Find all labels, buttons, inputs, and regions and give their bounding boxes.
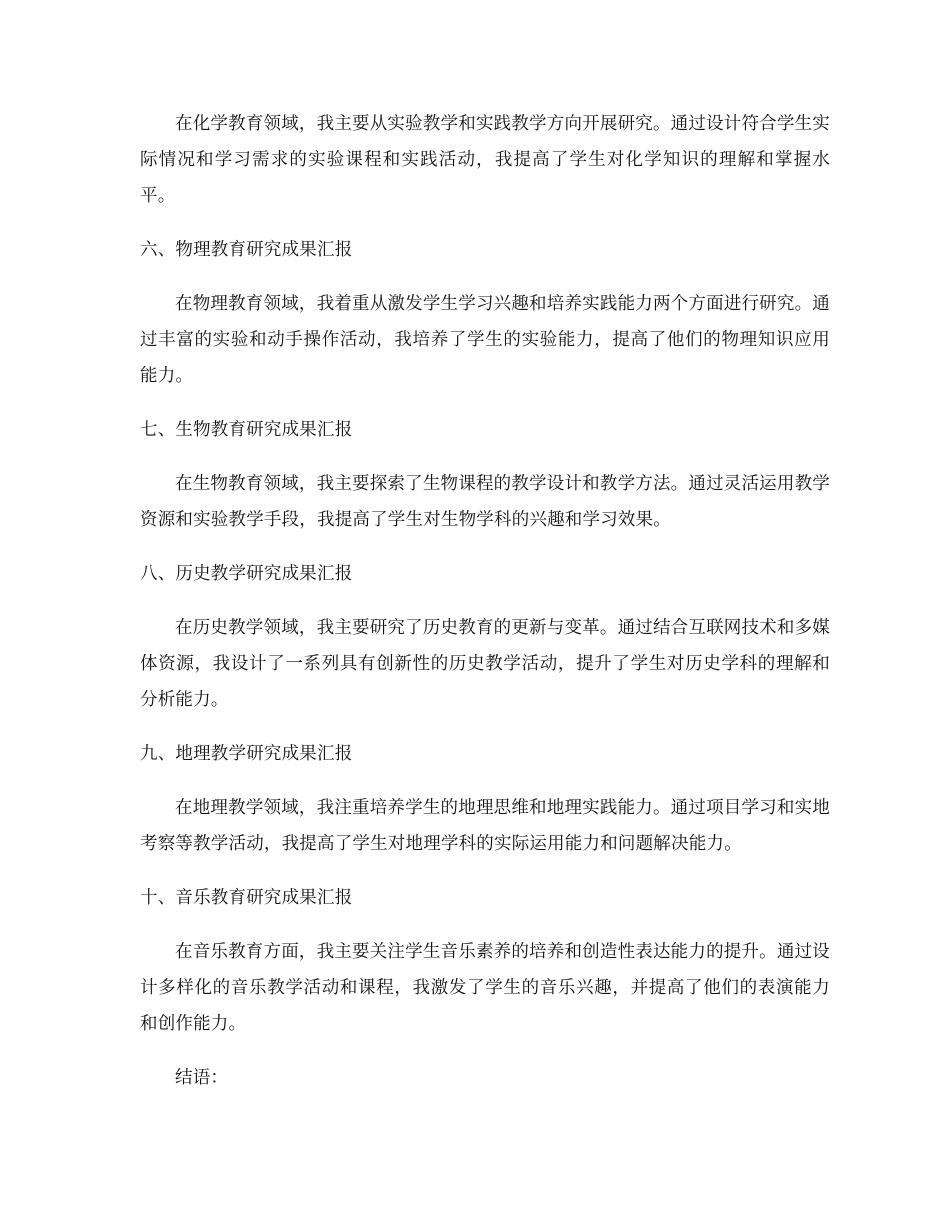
biology-paragraph: 在生物教育领域，我主要探索了生物课程的教学设计和教学方法。通过灵活运用教学资源和实验教学手段，我提高了学生对生物学科的兴趣和学习效果。: [140, 474, 830, 530]
document-body: [140, 106, 830, 1096]
biology-heading: 七、生物教育研究成果汇报: [140, 420, 353, 440]
physics-paragraph: 在物理教育领域，我着重从激发学生学习兴趣和培养实践能力两个方面进行研究。通过丰富的实验和动手操作活动，我培养了学生的实验能力，提高了他们的物理知识应用能力。: [140, 294, 830, 386]
conclusion-label: 结语：: [175, 1068, 229, 1088]
geography-paragraph: 在地理教学领域，我注重培养学生的地理思维和地理实践能力。通过项目学习和实地考察等教学活动，我提高了学生对地理学科的实际运用能力和问题解决能力。: [140, 798, 830, 854]
music-heading: 十、音乐教育研究成果汇报: [140, 888, 353, 908]
music-paragraph: 在音乐教育方面，我主要关注学生音乐素养的培养和创造性表达能力的提升。通过设计多样化的音乐教学活动和课程，我激发了学生的音乐兴趣，并提高了他们的表演能力和创作能力。: [140, 942, 830, 1034]
history-paragraph: 在历史教学领域，我主要研究了历史教育的更新与变革。通过结合互联网技术和多媒体资源，我设计了一系列具有创新性的历史教学活动，提升了学生对历史学科的理解和分析能力。: [140, 618, 830, 710]
geography-heading: 九、地理教学研究成果汇报: [140, 744, 353, 764]
history-heading: 八、历史教学研究成果汇报: [140, 564, 353, 584]
chemistry-paragraph: 在化学教育领域，我主要从实验教学和实践教学方向开展研究。通过设计符合学生实际情况和学习需求的实验课程和实践活动，我提高了学生对化学知识的理解和掌握水平。: [140, 114, 830, 206]
physics-heading: 六、物理教育研究成果汇报: [140, 240, 353, 260]
